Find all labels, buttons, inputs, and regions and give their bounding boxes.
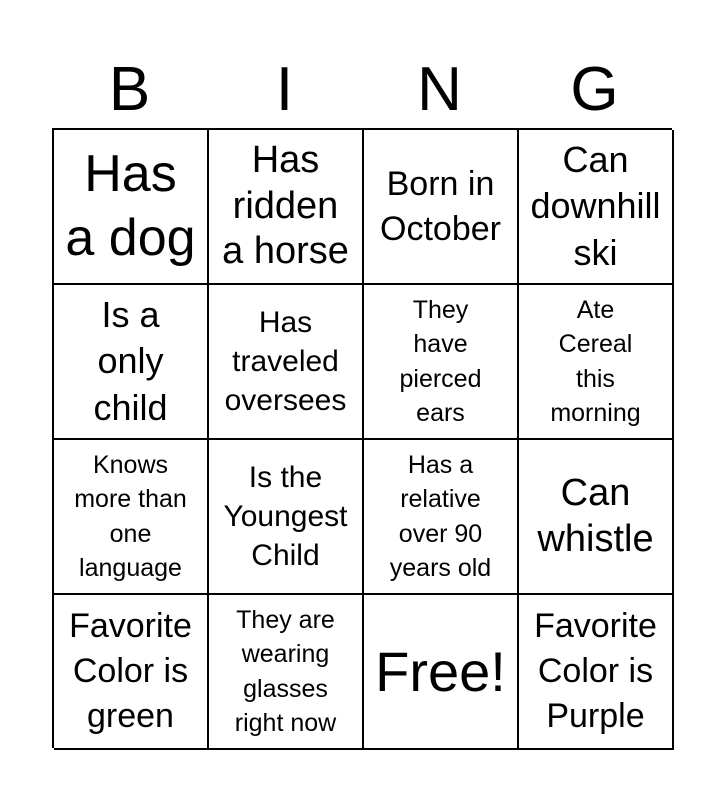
bingo-cell-text: Can whistle [537, 471, 654, 560]
bingo-cell-text: Born in October [380, 164, 501, 248]
bingo-cell-text: Has a relative over 90 years old [389, 450, 492, 582]
bingo-cell-text: They are wearing glasses right now [234, 605, 337, 737]
bingo-cell[interactable] [364, 440, 519, 595]
bingo-cell[interactable] [54, 285, 209, 440]
bingo-cell-text: Favorite Color is Purple [534, 607, 657, 735]
bingo-cell[interactable] [519, 595, 674, 750]
bingo-cell-text: Is the Youngest Child [223, 461, 348, 572]
bingo-cell[interactable] [519, 285, 674, 440]
bingo-cell-text: Has ridden a horse [222, 139, 349, 273]
free-space-text: Free! [375, 639, 506, 703]
bingo-cell-text: Ate Cereal this morning [550, 295, 641, 427]
bingo-cell-text: Knows more than one language [74, 450, 187, 582]
header-letter-b: B [108, 55, 151, 124]
bingo-header [52, 52, 672, 128]
bingo-cell-text: Has traveled oversees [224, 306, 347, 417]
header-letter-i: I [275, 55, 294, 124]
bingo-cell[interactable] [54, 440, 209, 595]
bingo-cell[interactable] [209, 595, 364, 750]
bingo-cell[interactable] [364, 285, 519, 440]
bingo-cell[interactable] [209, 440, 364, 595]
bingo-cell-text: Favorite Color is green [69, 607, 192, 735]
bingo-cell-text: Has a dog [65, 145, 196, 267]
bingo-cell-text: Can downhill ski [530, 139, 661, 273]
header-letter-g: G [570, 55, 619, 124]
bingo-cell[interactable] [209, 130, 364, 285]
bingo-cell[interactable] [519, 440, 674, 595]
bingo-cell-text: They have pierced ears [399, 295, 482, 427]
bingo-cell[interactable] [364, 130, 519, 285]
free-space-cell[interactable] [364, 595, 519, 750]
bingo-cell[interactable] [54, 595, 209, 750]
bingo-cell[interactable] [519, 130, 674, 285]
header-letter-n: N [417, 55, 462, 124]
bingo-cell-text: Is a only child [93, 294, 168, 428]
bingo-cell[interactable] [209, 285, 364, 440]
bingo-grid [52, 128, 672, 748]
bingo-cell[interactable] [54, 130, 209, 285]
